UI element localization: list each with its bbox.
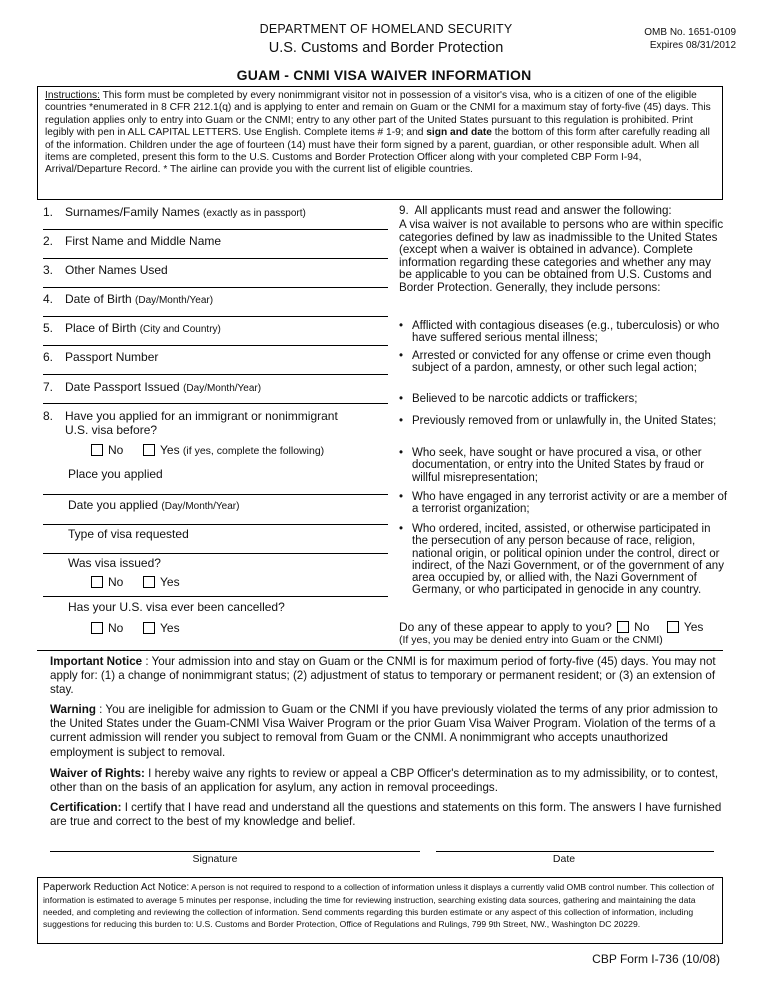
item-9-yes-label: Yes [683, 620, 704, 634]
bullet-2: • Arrested or convicted for any offense or crime even though subject of a pardon, amnesty, or other such legal action; [399, 350, 711, 375]
section-divider [37, 650, 723, 651]
item-8-label: 8. Have you applied for an immigrant or nonimmigrant U.S. visa before? [43, 409, 338, 437]
place-applied-label: Place you applied [68, 467, 163, 481]
item-9-intro: 9. All applicants must read and answer the following: [399, 204, 672, 217]
item-8-yes-checkbox[interactable] [143, 444, 155, 456]
item-6-label: 6. Passport Number [43, 350, 159, 364]
item-7-label: 7. Date Passport Issued (Day/Month/Year) [43, 380, 262, 394]
item-9-no-label: No [634, 620, 650, 634]
bullet-3: • Believed to be narcotic addicts or traffickers; [399, 393, 638, 405]
item-3-label: 3. Other Names Used [43, 263, 168, 277]
cancelled-yes-checkbox[interactable] [143, 622, 155, 634]
signature-field[interactable] [50, 851, 420, 852]
item-2-label: 2. First Name and Middle Name [43, 234, 222, 248]
issued-no-option[interactable]: No [91, 575, 123, 589]
item-3-field[interactable] [43, 287, 388, 288]
cancelled-no-checkbox[interactable] [91, 622, 103, 634]
item-1-field[interactable] [43, 229, 388, 230]
cancelled-yes-option[interactable]: Yes [143, 621, 180, 635]
item-4-field[interactable] [43, 316, 388, 317]
item-9-paragraph: A visa waiver is not available to persons who are within specific categories defined by law as inadmissible to the United States (except when a waiver is obtained in advance). Complete information regarding these categories and whether any may be applicable to you can be obtained from U.S. Customs and Border Protection. Generally, they include persons: [399, 218, 724, 294]
date-label: Date [552, 853, 576, 865]
item-9-question: Do any of these appear to apply to you? No Yes [399, 620, 704, 634]
bullet-6: • Who have engaged in any terrorist activity or are a member of a terrorist organization; [399, 491, 728, 516]
date-applied-field[interactable] [43, 524, 388, 525]
paperwork-text: A person is not required to respond to a collection of information unless it displays a currently valid OMB control number. This collection of information is estimated to average 5 minutes per response, including the time for reviewing instruction, searching existing data sources, gathering and maintaining the data needed, and completing and reviewing the collection of information. Send comments regarding this burden estimate or any aspect of this collection of information, including suggestions for reducing this burden to: U.S. Customs and Border Protection, Office of Regulations and Rulings, 799 9th Street, NW., Washington DC 20229. [43, 882, 714, 929]
issued-yes-option[interactable]: Yes [143, 575, 180, 589]
type-visa-label: Type of visa requested [68, 527, 189, 541]
cancelled-no-option[interactable]: No [91, 621, 123, 635]
item-9-yes-checkbox[interactable] [667, 621, 679, 633]
item-1-label: 1. Surnames/Family Names (exactly as in passport) [43, 205, 306, 219]
instructions-box [37, 86, 723, 200]
bullet-7: • Who ordered, incited, assisted, or otherwise participated in the persecution of any person because of race, religion, national origin, or political opinion under the control, direct or indirect, of the Nazi Government, or of the government of any area occupied by, or allied with, the Nazi Government of Germany, or who participated in genocide in any country. [399, 523, 724, 597]
department-name: DEPARTMENT OF HOMELAND SECURITY [259, 22, 513, 36]
signature-label: Signature [192, 853, 238, 865]
issued-no-checkbox[interactable] [91, 576, 103, 588]
instructions-bold: sign and date [426, 127, 492, 139]
item-5-label: 5. Place of Birth (City and Country) [43, 321, 221, 335]
place-applied-field[interactable] [43, 494, 388, 495]
item-2-field[interactable] [43, 258, 388, 259]
was-issued-divider [43, 596, 388, 597]
item-9-no-checkbox[interactable] [617, 621, 629, 633]
warning-notice: Warning : You are ineligible for admission to Guam or the CNMI if you have previously violated the terms of any prior admission to the United States under the Guam-CNMI Visa Waiver Program or the prior Guam Visa Waiver Program. Violation of the terms of a current admission will render you subject to removal from Guam or the CNMI. A nonimmigrant who accepts unauthorized employment is subject to removal. [50, 703, 718, 759]
omb-expiry: Expires 08/31/2012 [649, 40, 736, 51]
bullet-4: • Previously removed from or unlawfully in, the United States; [399, 415, 717, 427]
instructions-text-a: This form must be completed by every nonimmigrant visitor not in possession of a visitor's visa, who is a citizen of one of the eligible countries *enumerated in 8 CFR 212.1(q) and is applying to enter and remain on Guam or the CNMI for a maximum stay of forty-five (45) days. This regulation applies only to entry into Guam or the CNMI; entry to any other part of the United States pursuant to this regulation is prohibited. Print legibly with pen in ALL CAPITAL LETTERS. Use English. Complete items # 1-9; and [45, 90, 711, 139]
form-number: CBP Form I-736 (10/08) [592, 952, 720, 966]
agency-name: U.S. Customs and Border Protection [268, 40, 504, 56]
type-visa-field[interactable] [43, 553, 388, 554]
important-notice: Important Notice : Your admission into and stay on Guam or the CNMI is for maximum period of forty-five (45) days. You may not apply for: (1) a change of nonimmigrant status; (2) adjustment of status to temporary or permanent resident; or (3) an extension of stay. [50, 655, 716, 697]
was-issued-label: Was visa issued? [68, 556, 161, 570]
date-applied-label: Date you applied (Day/Month/Year) [68, 498, 240, 512]
waiver-of-rights: Waiver of Rights: I hereby waive any rights to review or appeal a CBP Officer's determination as to my admissibility, or to contest, other than on the basis of an application for asylum, any action in removal proceedings. [50, 767, 719, 795]
form-title: GUAM - CNMI VISA WAIVER INFORMATION [236, 67, 532, 83]
item-7-field[interactable] [43, 403, 388, 404]
cancelled-label: Has your U.S. visa ever been cancelled? [68, 600, 285, 614]
paperwork-reduction-notice [37, 877, 723, 944]
paperwork-label: Paperwork Reduction Act Notice: [43, 882, 190, 893]
item-9-denied-note: (If yes, you may be denied entry into Guam or the CNMI) [399, 634, 663, 646]
item-8-no-checkbox[interactable] [91, 444, 103, 456]
bullet-1: • Afflicted with contagious diseases (e.g., tuberculosis) or who have suffered serious mental illness; [399, 320, 720, 345]
item-8-no-option[interactable]: No [91, 443, 123, 457]
instructions-label: Instructions: [45, 90, 100, 101]
item-4-label: 4. Date of Birth (Day/Month/Year) [43, 292, 214, 306]
instructions-text-b: the bottom of this form after carefully reading all of the information. Children under the age of fourteen (14) must have their form signed by a parent, guardian, or other responsible adult. When all items are completed, present this form to the U.S. Customs and Border Protection Officer along with your completed CBP Form I-94, Arrival/Departure Record. * The airline can provide you with the current list of eligible countries. [45, 127, 710, 176]
item-8-yes-option[interactable]: Yes (if yes, complete the following) [143, 443, 324, 457]
item-6-field[interactable] [43, 374, 388, 375]
omb-info [596, 26, 736, 52]
bullet-5: • Who seek, have sought or have procured a visa, or other documentation, or entry into the United States by fraud or willful misrepresentation; [399, 447, 705, 484]
issued-yes-checkbox[interactable] [143, 576, 155, 588]
item-5-field[interactable] [43, 345, 388, 346]
date-field[interactable] [436, 851, 714, 852]
certification: Certification: I certify that I have read and understand all the questions and statements on this form. The answers I have furnished are true and correct to the best of my knowledge and belief. [50, 801, 722, 829]
omb-number: OMB No. 1651-0109 [644, 27, 736, 38]
